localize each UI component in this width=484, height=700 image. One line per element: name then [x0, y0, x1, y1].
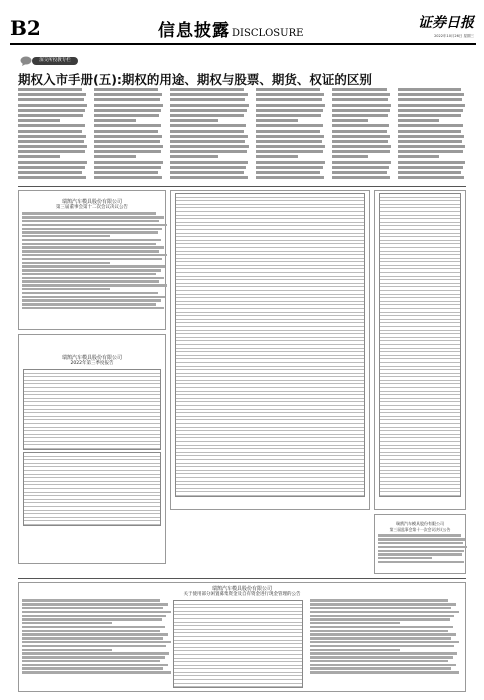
text-line	[94, 171, 158, 174]
text-line	[22, 250, 159, 252]
text-line	[22, 667, 163, 669]
text-line	[22, 273, 156, 275]
text-line	[22, 284, 167, 286]
text-line	[18, 155, 60, 158]
table-row	[176, 492, 364, 496]
text-line	[22, 246, 164, 248]
text-line	[310, 633, 456, 635]
text-line	[22, 626, 165, 628]
text-line	[94, 98, 160, 101]
text-line	[22, 258, 162, 260]
text-line	[398, 93, 464, 96]
text-line	[398, 114, 461, 117]
text-line	[310, 671, 459, 673]
text-line	[94, 150, 161, 153]
text-line	[18, 166, 85, 169]
text-line	[170, 150, 247, 153]
text-line	[18, 135, 86, 138]
text-line	[310, 630, 448, 632]
text-line	[332, 93, 390, 96]
text-line	[22, 660, 160, 662]
text-line	[94, 104, 163, 107]
text-line	[256, 166, 323, 169]
text-line	[22, 288, 110, 290]
text-line	[170, 140, 245, 143]
text-line	[170, 114, 244, 117]
text-line	[22, 664, 168, 666]
text-line	[256, 176, 324, 179]
text-line	[170, 124, 246, 127]
text-line	[256, 119, 298, 122]
text-line	[310, 660, 448, 662]
text-line	[332, 150, 390, 153]
announcement-title: 2022年第三季度报告	[70, 361, 114, 366]
column-tag-pill	[32, 57, 78, 65]
balance-sheet-table	[175, 193, 365, 497]
text-line	[398, 166, 463, 169]
text-line	[22, 224, 167, 226]
announcement-company: 瑞鹄汽车模具股份有限公司	[61, 355, 122, 361]
text-line	[18, 114, 83, 117]
text-line	[170, 104, 249, 107]
text-line	[94, 155, 136, 158]
text-line	[378, 546, 467, 548]
text-line	[22, 645, 166, 647]
bottom-section-rule	[18, 578, 466, 579]
text-line	[170, 130, 244, 133]
text-line	[378, 561, 464, 563]
text-line	[398, 119, 439, 122]
text-line	[94, 114, 159, 117]
text-line	[332, 171, 387, 174]
text-line	[18, 140, 84, 143]
article-column-3	[170, 88, 250, 183]
text-line	[18, 88, 82, 91]
text-line	[398, 135, 464, 138]
text-line	[310, 656, 453, 658]
text-line	[18, 98, 84, 101]
text-line	[398, 124, 463, 127]
page-number: B2	[10, 16, 41, 40]
text-line	[332, 161, 391, 164]
announcement-company: 瑞鹄汽车模具股份有限公司	[211, 586, 272, 592]
text-line	[170, 176, 248, 179]
text-line	[256, 135, 324, 138]
text-line	[22, 652, 169, 654]
announcement-board-resolution	[18, 190, 166, 330]
text-line	[332, 114, 388, 117]
table-row	[380, 492, 460, 496]
text-line	[170, 109, 247, 112]
text-line	[310, 637, 451, 639]
text-line	[22, 231, 158, 233]
text-line	[94, 176, 162, 179]
text-line	[22, 603, 168, 605]
text-line	[94, 166, 161, 169]
text-line	[18, 130, 82, 133]
text-line	[332, 176, 390, 179]
text-line	[18, 161, 87, 164]
text-line	[378, 553, 462, 555]
text-line	[398, 176, 464, 179]
text-line	[170, 166, 246, 169]
text-line	[22, 254, 167, 256]
text-line	[22, 265, 165, 267]
text-line	[332, 130, 387, 133]
text-line	[256, 98, 322, 101]
text-line	[22, 611, 171, 613]
text-line	[310, 615, 454, 617]
text-line	[378, 542, 463, 544]
cash-flow-table	[374, 190, 466, 510]
announcement-supervisor-resolution	[374, 514, 466, 574]
text-line	[22, 280, 159, 282]
report-table	[23, 369, 161, 450]
text-line	[94, 93, 162, 96]
text-line	[310, 667, 451, 669]
text-line	[398, 145, 465, 148]
text-line	[22, 671, 171, 673]
text-line	[310, 626, 453, 628]
text-line	[398, 155, 439, 158]
text-line	[310, 622, 400, 624]
text-line	[94, 130, 158, 133]
text-line	[332, 140, 388, 143]
text-line	[332, 88, 387, 91]
announcement-cash-management	[18, 582, 466, 692]
text-line	[332, 145, 391, 148]
text-line	[22, 656, 165, 658]
text-line	[22, 630, 160, 632]
section-title	[158, 16, 303, 41]
text-line	[170, 135, 248, 138]
announcement-body	[19, 598, 465, 690]
text-line	[170, 98, 245, 101]
text-line	[170, 155, 218, 158]
text-line	[22, 212, 156, 214]
speech-bubble-icon	[20, 56, 32, 66]
text-line	[256, 93, 324, 96]
announcement-text	[375, 534, 465, 563]
section-title-cn: 信息披露	[158, 21, 230, 41]
text-line	[18, 176, 86, 179]
announcement-text	[19, 598, 169, 690]
text-line	[22, 303, 156, 305]
text-line	[256, 150, 323, 153]
page-header	[10, 10, 476, 50]
text-line	[22, 622, 112, 624]
text-line	[256, 161, 325, 164]
text-line	[22, 637, 163, 639]
text-line	[378, 538, 465, 540]
text-line	[22, 296, 165, 298]
text-line	[94, 135, 162, 138]
text-line	[18, 93, 86, 96]
text-line	[256, 171, 320, 174]
text-line	[22, 243, 156, 245]
text-line	[310, 664, 456, 666]
text-line	[94, 109, 161, 112]
table-row	[24, 445, 160, 449]
announcement-text	[19, 212, 165, 309]
text-line	[256, 114, 321, 117]
text-line	[256, 145, 325, 148]
text-line	[22, 615, 166, 617]
text-line	[398, 88, 461, 91]
text-line	[22, 292, 158, 294]
text-line	[22, 239, 161, 241]
cash-flow-rows	[379, 193, 461, 497]
financial-statement-table	[170, 190, 370, 510]
text-line	[332, 124, 389, 127]
text-line	[170, 161, 248, 164]
text-line	[170, 88, 244, 91]
text-line	[256, 88, 320, 91]
text-line	[18, 171, 82, 174]
text-line	[310, 649, 400, 651]
text-line	[310, 599, 448, 601]
text-line	[310, 603, 456, 605]
header-rule	[10, 43, 476, 45]
text-line	[22, 599, 160, 601]
text-line	[18, 124, 85, 127]
text-line	[94, 145, 163, 148]
text-line	[398, 171, 461, 174]
text-line	[94, 140, 160, 143]
text-line	[22, 277, 164, 279]
announcement-company: 瑞鹄汽车模具股份有限公司	[396, 521, 444, 526]
column-tag	[18, 56, 78, 66]
text-line	[256, 140, 322, 143]
text-line	[22, 269, 161, 271]
section-title-en: DISCLOSURE	[232, 28, 304, 39]
text-line	[310, 641, 459, 643]
text-line	[398, 161, 465, 164]
article-bottom-rule	[18, 186, 466, 187]
text-line	[332, 155, 368, 158]
announcement-text	[307, 598, 457, 690]
text-line	[398, 140, 462, 143]
article-column-1	[18, 88, 88, 183]
text-line	[94, 119, 136, 122]
text-line	[22, 216, 164, 218]
text-line	[310, 652, 457, 654]
text-line	[18, 150, 85, 153]
text-line	[18, 119, 60, 122]
text-line	[170, 93, 248, 96]
text-line	[256, 104, 325, 107]
text-line	[22, 641, 171, 643]
text-line	[256, 130, 320, 133]
announcement-title: 关于使用部分闲置募集资金及自有资金进行现金管理的公告	[183, 592, 301, 597]
editor-info: 2022年10月26日 星期三	[434, 34, 474, 38]
text-line	[378, 534, 461, 536]
text-line	[398, 104, 465, 107]
text-line	[18, 109, 85, 112]
article-column-5	[332, 88, 392, 183]
text-line	[378, 557, 432, 559]
table-row	[24, 521, 160, 525]
text-line	[22, 228, 162, 230]
text-line	[332, 104, 391, 107]
article-headline: 期权入市手册(五):期权的用途、期权与股票、期货、权证的区别	[18, 72, 372, 87]
text-line	[22, 618, 162, 620]
masthead-logo: 证券日报	[418, 15, 474, 31]
text-line	[18, 104, 87, 107]
text-line	[22, 220, 159, 222]
announcement-title: 第三届董事会第十二次会议决议公告	[56, 205, 128, 210]
text-line	[332, 166, 389, 169]
report-table	[23, 452, 161, 526]
text-line	[22, 649, 112, 651]
text-line	[332, 109, 390, 112]
text-line	[22, 262, 110, 264]
text-line	[398, 109, 463, 112]
text-line	[398, 150, 463, 153]
text-line	[22, 607, 163, 609]
text-line	[310, 645, 454, 647]
article-column-2	[94, 88, 164, 183]
announcement-title: 第三届监事会第十一次会议决议公告	[389, 527, 451, 532]
text-line	[398, 98, 462, 101]
text-line	[332, 98, 388, 101]
text-line	[22, 235, 110, 237]
text-line	[170, 171, 244, 174]
text-line	[170, 145, 249, 148]
article-column-4	[256, 88, 326, 183]
text-line	[332, 135, 390, 138]
text-line	[378, 550, 464, 552]
text-line	[256, 124, 323, 127]
text-line	[94, 88, 158, 91]
text-line	[310, 611, 459, 613]
text-line	[18, 145, 87, 148]
announcement-quarterly-report	[18, 334, 166, 564]
text-line	[256, 109, 323, 112]
text-line	[22, 299, 161, 301]
announcement-company: 瑞鹄汽车模具股份有限公司	[61, 199, 122, 205]
text-line	[170, 119, 218, 122]
text-line	[22, 633, 168, 635]
investment-table	[173, 600, 303, 688]
column-tag-label: 深交所投教专栏	[39, 58, 71, 63]
article-column-6	[398, 88, 466, 183]
text-line	[256, 155, 298, 158]
text-line	[310, 618, 450, 620]
text-line	[310, 607, 451, 609]
text-line	[398, 130, 461, 133]
table-row	[174, 684, 302, 688]
text-line	[94, 161, 163, 164]
text-line	[332, 119, 368, 122]
text-line	[22, 307, 164, 309]
text-line	[94, 124, 161, 127]
